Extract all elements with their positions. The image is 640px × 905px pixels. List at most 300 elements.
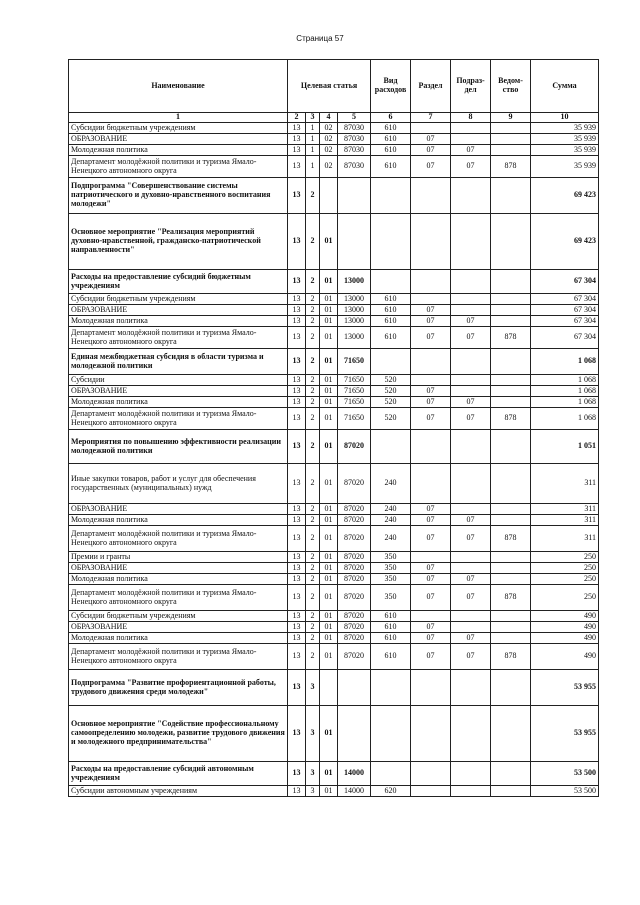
cell-c4: 01 <box>320 504 338 515</box>
cell-vid: 520 <box>371 386 411 397</box>
cell-c2: 13 <box>288 622 306 633</box>
cell-c5: 87020 <box>338 552 371 563</box>
table-row <box>69 178 599 214</box>
table-row <box>69 670 599 706</box>
cell-razdel <box>411 375 451 386</box>
cell-name: Молодежная политика <box>69 145 288 156</box>
cell-vid: 620 <box>371 786 411 797</box>
col-number: 10 <box>531 113 599 123</box>
col-number: 7 <box>411 113 451 123</box>
cell-c2: 13 <box>288 706 306 762</box>
cell-c5: 71650 <box>338 408 371 430</box>
cell-ved <box>491 145 531 156</box>
table-row <box>69 156 599 178</box>
cell-name: Основное мероприятие "Содействие профессиональному самоопределению молодежи, развитие трудового движения и молодежного предпринимательства" <box>69 706 288 762</box>
table-row <box>69 622 599 633</box>
cell-sum: 1 068 <box>531 386 599 397</box>
cell-c5 <box>338 670 371 706</box>
cell-name: Субсидии бюджетным учреждениям <box>69 123 288 134</box>
cell-sum: 67 304 <box>531 316 599 327</box>
cell-c3: 2 <box>306 464 320 504</box>
cell-c4: 01 <box>320 515 338 526</box>
cell-c3: 3 <box>306 786 320 797</box>
cell-razdel <box>411 762 451 786</box>
cell-c2: 13 <box>288 305 306 316</box>
cell-c2: 13 <box>288 397 306 408</box>
cell-ved: 878 <box>491 327 531 349</box>
table-row <box>69 316 599 327</box>
cell-c3: 2 <box>306 526 320 552</box>
cell-razdel: 07 <box>411 327 451 349</box>
cell-c3: 2 <box>306 397 320 408</box>
cell-podrazdel <box>451 762 491 786</box>
cell-c3: 2 <box>306 430 320 464</box>
cell-c5: 71650 <box>338 386 371 397</box>
cell-c5: 87030 <box>338 156 371 178</box>
cell-c2: 13 <box>288 327 306 349</box>
cell-c3: 2 <box>306 316 320 327</box>
cell-vid: 240 <box>371 504 411 515</box>
cell-vid <box>371 762 411 786</box>
cell-sum: 1 068 <box>531 375 599 386</box>
cell-podrazdel <box>451 464 491 504</box>
cell-sum: 1 068 <box>531 408 599 430</box>
cell-razdel: 07 <box>411 585 451 611</box>
cell-c3: 2 <box>306 305 320 316</box>
cell-name: Департамент молодёжной политики и туризма Ямало-Ненецкого автономного округа <box>69 408 288 430</box>
cell-ved <box>491 574 531 585</box>
cell-c4: 01 <box>320 408 338 430</box>
cell-sum: 67 304 <box>531 270 599 294</box>
table-row <box>69 327 599 349</box>
cell-c5: 87030 <box>338 123 371 134</box>
cell-vid <box>371 178 411 214</box>
col-number: 6 <box>371 113 411 123</box>
cell-ved <box>491 214 531 270</box>
col-number: 8 <box>451 113 491 123</box>
budget-table <box>68 59 599 797</box>
cell-c4: 01 <box>320 786 338 797</box>
table-row <box>69 633 599 644</box>
table-body <box>69 123 599 797</box>
cell-podrazdel <box>451 552 491 563</box>
table-row <box>69 552 599 563</box>
cell-vid: 610 <box>371 305 411 316</box>
cell-name: Основное мероприятие "Реализация мероприятий духовно-нравственной, гражданско-патриотической направленности" <box>69 214 288 270</box>
cell-c5: 87020 <box>338 563 371 574</box>
cell-name: Единая межбюджетная субсидия в области туризма и молодежной политики <box>69 349 288 375</box>
cell-name: Премии и гранты <box>69 552 288 563</box>
cell-c5: 87020 <box>338 644 371 670</box>
cell-c3: 1 <box>306 134 320 145</box>
cell-c2: 13 <box>288 145 306 156</box>
table-row <box>69 397 599 408</box>
col-number: 2 <box>288 113 306 123</box>
cell-sum: 250 <box>531 552 599 563</box>
cell-c5: 87020 <box>338 430 371 464</box>
cell-razdel <box>411 786 451 797</box>
table-row <box>69 504 599 515</box>
cell-c2: 13 <box>288 156 306 178</box>
cell-razdel: 07 <box>411 574 451 585</box>
cell-ved: 878 <box>491 156 531 178</box>
cell-name: Подпрограмма "Развитие профориентационной работы, трудового движения среди молодежи" <box>69 670 288 706</box>
cell-c5: 13000 <box>338 294 371 305</box>
cell-razdel <box>411 670 451 706</box>
cell-c2: 13 <box>288 464 306 504</box>
cell-vid: 610 <box>371 316 411 327</box>
cell-c4: 01 <box>320 633 338 644</box>
cell-podrazdel <box>451 563 491 574</box>
cell-razdel <box>411 349 451 375</box>
cell-ved <box>491 294 531 305</box>
cell-c4: 01 <box>320 706 338 762</box>
cell-ved <box>491 430 531 464</box>
cell-ved <box>491 305 531 316</box>
cell-c3: 2 <box>306 386 320 397</box>
cell-name: Департамент молодёжной политики и туризма Ямало-Ненецкого автономного округа <box>69 526 288 552</box>
cell-c4: 01 <box>320 526 338 552</box>
cell-vid: 240 <box>371 515 411 526</box>
cell-c4: 01 <box>320 375 338 386</box>
cell-ved <box>491 375 531 386</box>
cell-c4: 01 <box>320 644 338 670</box>
cell-c4: 01 <box>320 294 338 305</box>
cell-vid: 240 <box>371 526 411 552</box>
cell-vid: 610 <box>371 644 411 670</box>
cell-vid: 610 <box>371 123 411 134</box>
cell-c3: 2 <box>306 178 320 214</box>
cell-name: Расходы на предоставление субсидий автономным учреждениям <box>69 762 288 786</box>
cell-c4: 02 <box>320 145 338 156</box>
cell-podrazdel <box>451 134 491 145</box>
cell-c5: 87020 <box>338 633 371 644</box>
cell-c2: 13 <box>288 294 306 305</box>
cell-name: Молодежная политика <box>69 515 288 526</box>
cell-vid: 610 <box>371 327 411 349</box>
table-row <box>69 294 599 305</box>
cell-sum: 250 <box>531 563 599 574</box>
cell-ved <box>491 134 531 145</box>
cell-vid: 610 <box>371 156 411 178</box>
cell-c3: 3 <box>306 670 320 706</box>
cell-c4: 01 <box>320 214 338 270</box>
cell-sum: 490 <box>531 633 599 644</box>
cell-name: Субсидии бюджетным учреждениям <box>69 611 288 622</box>
cell-sum: 35 939 <box>531 156 599 178</box>
cell-ved <box>491 611 531 622</box>
cell-razdel: 07 <box>411 515 451 526</box>
cell-name: Департамент молодёжной политики и туризма Ямало-Ненецкого автономного округа <box>69 156 288 178</box>
cell-podrazdel: 07 <box>451 316 491 327</box>
cell-c3: 2 <box>306 327 320 349</box>
cell-ved <box>491 270 531 294</box>
cell-sum: 67 304 <box>531 327 599 349</box>
cell-sum: 53 500 <box>531 762 599 786</box>
cell-c3: 2 <box>306 408 320 430</box>
table-row <box>69 563 599 574</box>
cell-podrazdel: 07 <box>451 633 491 644</box>
cell-c2: 13 <box>288 123 306 134</box>
cell-razdel: 07 <box>411 644 451 670</box>
cell-razdel <box>411 552 451 563</box>
cell-name: Молодежная политика <box>69 633 288 644</box>
cell-razdel <box>411 123 451 134</box>
cell-c5: 13000 <box>338 305 371 316</box>
cell-name: Расходы на предоставление субсидий бюджетным учреждениям <box>69 270 288 294</box>
cell-name: Департамент молодёжной политики и туризма Ямало-Ненецкого автономного округа <box>69 644 288 670</box>
cell-vid <box>371 349 411 375</box>
cell-c2: 13 <box>288 515 306 526</box>
cell-name: Департамент молодёжной политики и туризма Ямало-Ненецкого автономного округа <box>69 585 288 611</box>
cell-c5: 13000 <box>338 327 371 349</box>
cell-name: Департамент молодёжной политики и туризма Ямало-Ненецкого автономного округа <box>69 327 288 349</box>
cell-vid <box>371 270 411 294</box>
cell-razdel <box>411 178 451 214</box>
cell-c5: 87020 <box>338 526 371 552</box>
cell-c2: 13 <box>288 375 306 386</box>
cell-ved <box>491 633 531 644</box>
cell-vid: 610 <box>371 134 411 145</box>
cell-name: ОБРАЗОВАНИЕ <box>69 622 288 633</box>
cell-vid: 610 <box>371 633 411 644</box>
cell-c4: 01 <box>320 349 338 375</box>
cell-vid <box>371 430 411 464</box>
cell-ved <box>491 349 531 375</box>
cell-c3: 2 <box>306 611 320 622</box>
cell-podrazdel: 07 <box>451 408 491 430</box>
cell-c4: 01 <box>320 305 338 316</box>
cell-c4: 01 <box>320 622 338 633</box>
cell-podrazdel <box>451 786 491 797</box>
cell-sum: 311 <box>531 464 599 504</box>
cell-podrazdel <box>451 270 491 294</box>
cell-c3: 2 <box>306 294 320 305</box>
col-number: 3 <box>306 113 320 123</box>
cell-sum: 67 304 <box>531 294 599 305</box>
cell-sum: 250 <box>531 585 599 611</box>
cell-razdel: 07 <box>411 145 451 156</box>
cell-name: Мероприятия по повышению эффективности реализации молодежной политики <box>69 430 288 464</box>
header-vid: Вид расходов <box>371 60 411 113</box>
cell-c4: 01 <box>320 386 338 397</box>
cell-podrazdel <box>451 375 491 386</box>
table-row <box>69 430 599 464</box>
cell-c4 <box>320 670 338 706</box>
cell-ved <box>491 386 531 397</box>
cell-razdel <box>411 706 451 762</box>
cell-razdel <box>411 214 451 270</box>
table-row <box>69 644 599 670</box>
cell-c4: 02 <box>320 134 338 145</box>
header-summa: Сумма <box>531 60 599 113</box>
column-number-row <box>69 113 599 123</box>
table-row <box>69 526 599 552</box>
cell-podrazdel <box>451 123 491 134</box>
cell-podrazdel <box>451 706 491 762</box>
cell-razdel: 07 <box>411 156 451 178</box>
cell-podrazdel <box>451 670 491 706</box>
cell-sum: 69 423 <box>531 214 599 270</box>
cell-c5: 71650 <box>338 375 371 386</box>
cell-sum: 311 <box>531 515 599 526</box>
table-header-row <box>69 60 599 113</box>
cell-podrazdel: 07 <box>451 145 491 156</box>
cell-vid: 520 <box>371 375 411 386</box>
table-row <box>69 305 599 316</box>
cell-podrazdel: 07 <box>451 327 491 349</box>
cell-ved <box>491 762 531 786</box>
cell-c4: 01 <box>320 270 338 294</box>
table-row <box>69 515 599 526</box>
cell-c4: 01 <box>320 327 338 349</box>
cell-ved: 878 <box>491 408 531 430</box>
cell-c2: 13 <box>288 585 306 611</box>
cell-c5: 87030 <box>338 134 371 145</box>
table-row <box>69 464 599 504</box>
cell-ved <box>491 563 531 574</box>
table-row <box>69 706 599 762</box>
cell-c3: 3 <box>306 706 320 762</box>
cell-c3: 2 <box>306 504 320 515</box>
cell-c5: 14000 <box>338 786 371 797</box>
col-number: 4 <box>320 113 338 123</box>
cell-sum: 53 955 <box>531 706 599 762</box>
table-row <box>69 408 599 430</box>
cell-c5: 87020 <box>338 585 371 611</box>
cell-c3: 2 <box>306 270 320 294</box>
cell-c3: 2 <box>306 622 320 633</box>
cell-razdel: 07 <box>411 386 451 397</box>
cell-podrazdel <box>451 349 491 375</box>
cell-c2: 13 <box>288 349 306 375</box>
cell-c2: 13 <box>288 430 306 464</box>
cell-sum: 1 068 <box>531 397 599 408</box>
cell-sum: 53 955 <box>531 670 599 706</box>
cell-c2: 13 <box>288 134 306 145</box>
cell-sum: 250 <box>531 574 599 585</box>
cell-ved <box>491 670 531 706</box>
cell-sum: 35 939 <box>531 123 599 134</box>
cell-vid: 350 <box>371 574 411 585</box>
table-row <box>69 145 599 156</box>
cell-c5 <box>338 706 371 762</box>
cell-ved <box>491 178 531 214</box>
cell-vid: 610 <box>371 294 411 305</box>
table-row <box>69 214 599 270</box>
cell-podrazdel: 07 <box>451 644 491 670</box>
cell-c4: 01 <box>320 585 338 611</box>
cell-c5: 87030 <box>338 145 371 156</box>
table-row <box>69 611 599 622</box>
cell-podrazdel: 07 <box>451 574 491 585</box>
cell-name: ОБРАЗОВАНИЕ <box>69 504 288 515</box>
cell-vid: 350 <box>371 563 411 574</box>
cell-name: Субсидии бюджетным учреждениям <box>69 294 288 305</box>
cell-vid: 610 <box>371 611 411 622</box>
cell-ved <box>491 786 531 797</box>
cell-ved <box>491 464 531 504</box>
cell-sum: 69 423 <box>531 178 599 214</box>
cell-sum: 311 <box>531 504 599 515</box>
cell-name: Молодежная политика <box>69 397 288 408</box>
cell-c4: 02 <box>320 123 338 134</box>
cell-c4 <box>320 178 338 214</box>
cell-sum: 490 <box>531 611 599 622</box>
cell-name: Подпрограмма "Совершенствование системы патриотического и духовно-нравственного воспитания молодежи" <box>69 178 288 214</box>
cell-c3: 2 <box>306 214 320 270</box>
cell-ved <box>491 123 531 134</box>
header-razdel: Раздел <box>411 60 451 113</box>
cell-ved <box>491 515 531 526</box>
cell-vid <box>371 214 411 270</box>
cell-c5: 87020 <box>338 574 371 585</box>
cell-c3: 2 <box>306 349 320 375</box>
cell-c5: 13000 <box>338 316 371 327</box>
header-podrazdel: Подраз-дел <box>451 60 491 113</box>
cell-podrazdel <box>451 178 491 214</box>
cell-sum: 490 <box>531 644 599 670</box>
cell-c2: 13 <box>288 611 306 622</box>
cell-ved <box>491 552 531 563</box>
cell-sum: 35 939 <box>531 134 599 145</box>
cell-name: ОБРАЗОВАНИЕ <box>69 386 288 397</box>
cell-vid: 240 <box>371 464 411 504</box>
cell-vid: 350 <box>371 585 411 611</box>
cell-c2: 13 <box>288 552 306 563</box>
cell-sum: 1 068 <box>531 349 599 375</box>
cell-ved: 878 <box>491 585 531 611</box>
table-row <box>69 386 599 397</box>
cell-ved <box>491 397 531 408</box>
cell-sum: 311 <box>531 526 599 552</box>
cell-vid: 520 <box>371 397 411 408</box>
cell-c4: 01 <box>320 762 338 786</box>
cell-c3: 1 <box>306 156 320 178</box>
table-row <box>69 134 599 145</box>
cell-c4: 01 <box>320 464 338 504</box>
cell-razdel: 07 <box>411 622 451 633</box>
cell-c2: 13 <box>288 786 306 797</box>
header-name: Наименование <box>69 60 288 113</box>
cell-c3: 1 <box>306 123 320 134</box>
cell-ved <box>491 316 531 327</box>
col-number: 9 <box>491 113 531 123</box>
cell-ved: 878 <box>491 526 531 552</box>
cell-c3: 2 <box>306 574 320 585</box>
cell-razdel <box>411 270 451 294</box>
cell-c5: 87020 <box>338 464 371 504</box>
cell-podrazdel: 07 <box>451 585 491 611</box>
cell-c2: 13 <box>288 762 306 786</box>
cell-name: Субсидии автономным учреждениям <box>69 786 288 797</box>
cell-c5 <box>338 214 371 270</box>
cell-vid: 350 <box>371 552 411 563</box>
cell-razdel <box>411 294 451 305</box>
cell-vid <box>371 670 411 706</box>
cell-sum: 67 304 <box>531 305 599 316</box>
cell-podrazdel: 07 <box>451 526 491 552</box>
table-row <box>69 375 599 386</box>
cell-c2: 13 <box>288 386 306 397</box>
cell-c2: 13 <box>288 526 306 552</box>
cell-c4: 02 <box>320 156 338 178</box>
table-row <box>69 786 599 797</box>
page-number-label: Страница 57 <box>296 34 344 43</box>
cell-c3: 2 <box>306 644 320 670</box>
cell-podrazdel <box>451 305 491 316</box>
cell-c2: 13 <box>288 408 306 430</box>
